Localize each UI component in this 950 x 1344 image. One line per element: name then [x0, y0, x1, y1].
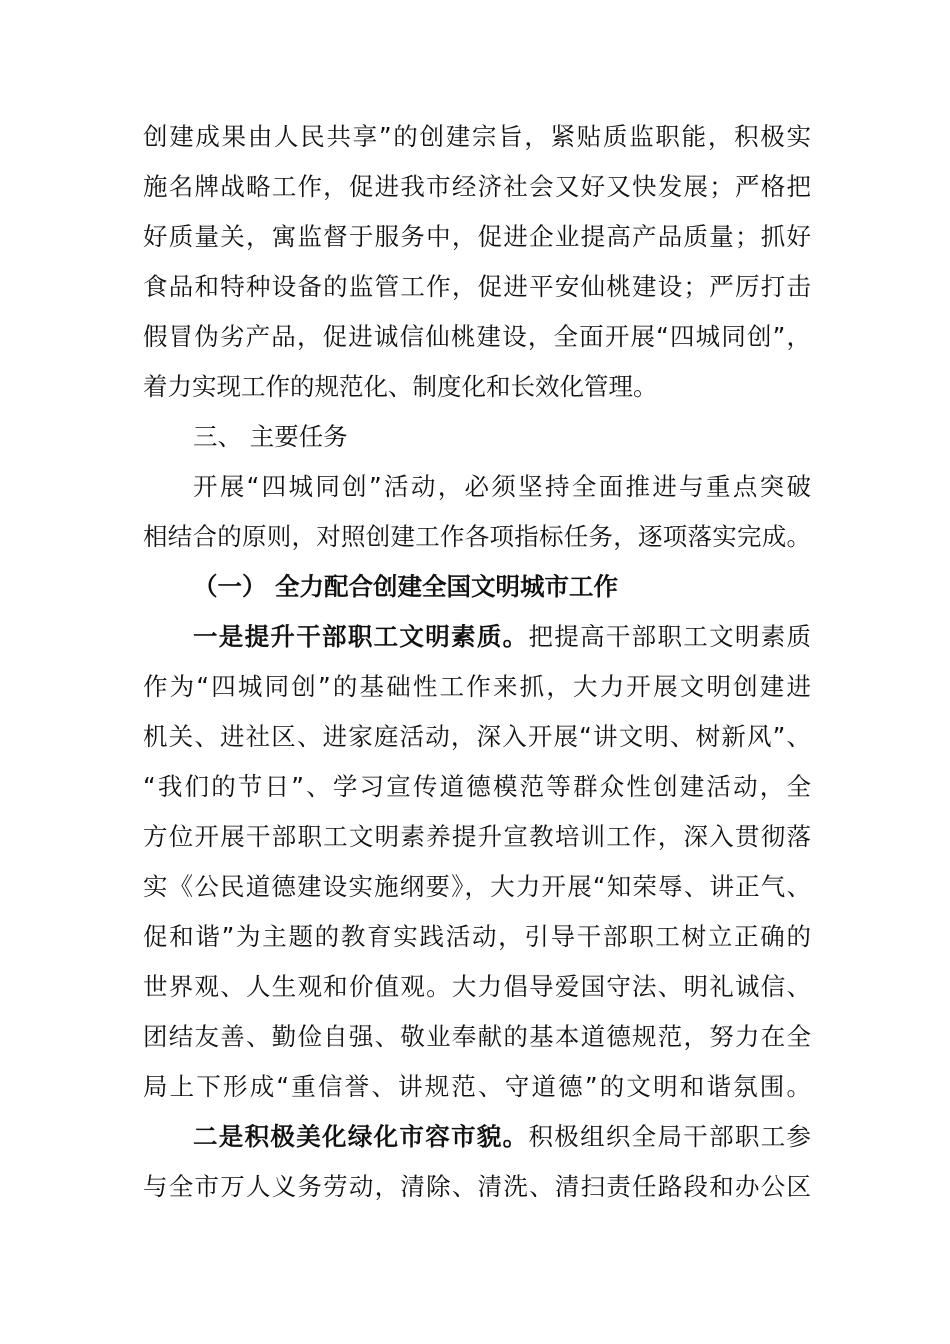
- subheading: （一） 全力配合创建全国文明城市工作: [193, 572, 619, 601]
- body-line: 施名牌战略工作，促进我市经济社会又好又快发展；严格把: [143, 172, 811, 201]
- item2-lead: 二是积极美化绿化市容市貌。: [193, 1122, 529, 1151]
- section-heading: 三、 主要任务: [193, 422, 348, 451]
- body-line: 创建成果由人民共享”的创建宗旨，紧贴质监职能，积极实: [143, 122, 811, 151]
- item1-line: 团结友善、勤俭自强、敬业奉献的基本道德规范，努力在全: [143, 1022, 811, 1051]
- item1-line: 世界观、人生观和价值观。大力倡导爱国守法、明礼诚信、: [143, 972, 811, 1001]
- item2-first-line: [143, 1112, 811, 1162]
- item1-line: “我们的节日”、学习宣传道德模范等群众性创建活动，全: [143, 772, 811, 801]
- item2-first-rest: 积极组织全局干部职工参: [528, 1122, 812, 1151]
- body-line: 好质量关，寓监督于服务中，促进企业提高产品质量；抓好: [143, 222, 811, 251]
- item1-line: 促和谐”为主题的教育实践活动，引导干部职工树立正确的: [143, 922, 811, 951]
- item1-line: 作为“四城同创”的基础性工作来抓，大力开展文明创建进: [143, 672, 811, 701]
- body-line: 着力实现工作的规范化、制度化和长效化管理。: [143, 372, 658, 401]
- document-body: [143, 112, 811, 1212]
- item1-line: 方位开展干部职工文明素养提升宣教培训工作，深入贯彻落: [143, 822, 811, 851]
- item1-line: 实《公民道德建设实施纲要》，大力开展“知荣辱、讲正气、: [143, 872, 811, 901]
- item1-lead: 一是提升干部职工文明素质。: [193, 622, 529, 651]
- body-line: 假冒伪劣产品，促进诚信仙桃建设，全面开展“四城同创”，: [143, 322, 811, 351]
- item2-line: 与全市万人义务劳动，清除、清洗、清扫责任路段和办公区: [143, 1172, 811, 1201]
- item1-first-line: [143, 612, 811, 662]
- item1-first-rest: 把提高干部职工文明素质: [528, 622, 812, 651]
- body-line: 食品和特种设备的监管工作，促进平安仙桃建设；严厉打击: [143, 272, 811, 301]
- item1-line: 局上下形成“重信誉、讲规范、守道德”的文明和谐氛围。: [143, 1072, 811, 1101]
- intro-line: 相结合的原则，对照创建工作各项指标任务，逐项落实完成。: [143, 522, 811, 551]
- item1-line: 机关、进社区、进家庭活动，深入开展“讲文明、树新风”、: [143, 722, 811, 751]
- intro-line: 开展“四城同创”活动，必须坚持全面推进与重点突破: [193, 472, 811, 501]
